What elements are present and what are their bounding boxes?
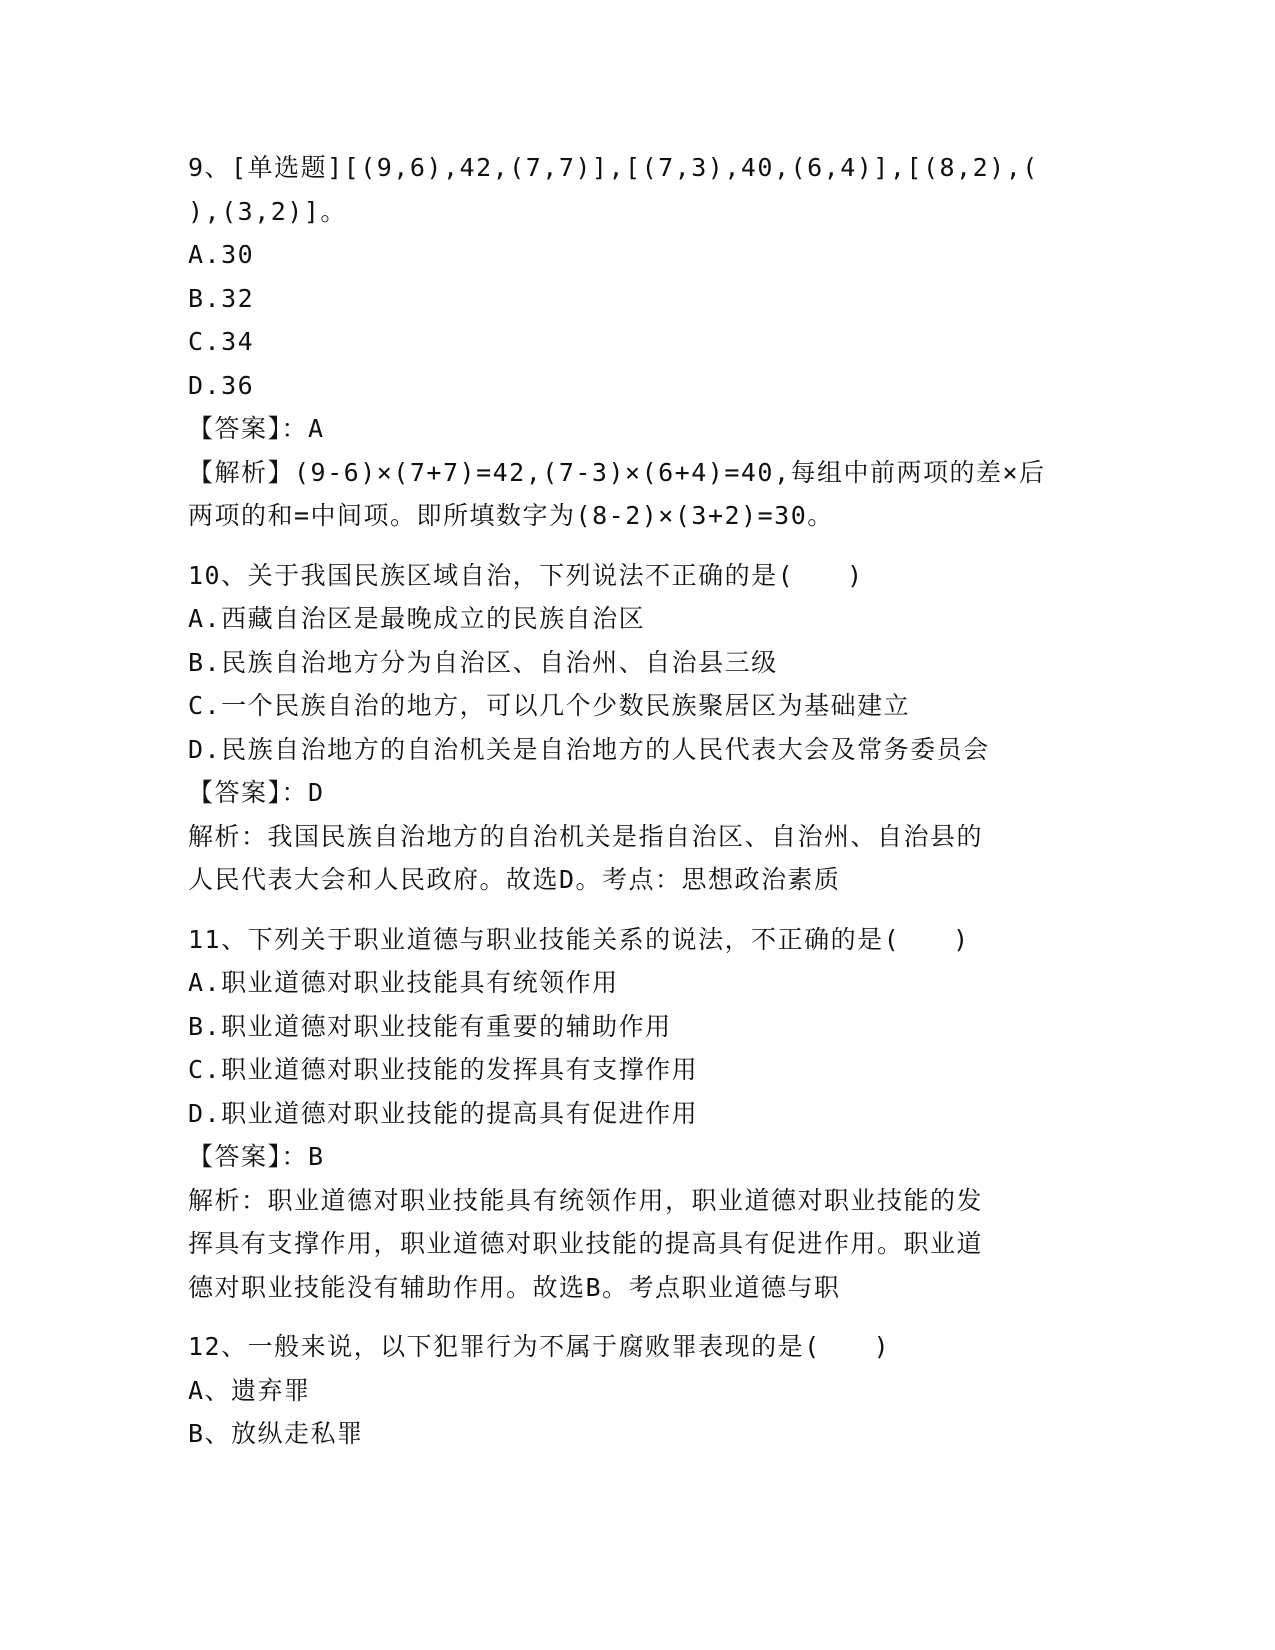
question-stem-line: 9、[单选题][(9,6),42,(7,7)],[(7,3),40,(6,4)],[(8,2),( [188, 153, 1039, 182]
question-10 [188, 554, 1068, 902]
option-a: A.西藏自治区是最晚成立的民族自治区 [188, 604, 646, 633]
question-stem-line: 12、一般来说，以下犯罪行为不属于腐败罪表现的是( ) [188, 1332, 891, 1361]
analysis-line: 【解析】(9-6)×(7+7)=42,(7-3)×(6+4)=40,每组中前两项的差×后 [188, 457, 1046, 487]
option-c: C.34 [188, 327, 255, 356]
analysis-line: 两项的和=中间项。即所填数字为(8-2)×(3+2)=30。 [188, 501, 834, 530]
option-d: D.36 [188, 370, 255, 400]
option-b: B.职业道德对职业技能有重要的辅助作用 [188, 1011, 672, 1041]
option-a: A.30 [188, 240, 255, 269]
question-stem-line: 11、下列关于职业道德与职业技能关系的说法，不正确的是( ) [188, 924, 970, 954]
question-stem-line: 10、关于我国民族区域自治，下列说法不正确的是( ) [188, 560, 864, 590]
option-b: B.民族自治地方分为自治区、自治州、自治县三级 [188, 647, 778, 677]
analysis-line: 人民代表大会和人民政府。故选D。考点：思想政治素质 [188, 865, 841, 894]
option-d: D.民族自治地方的自治机关是自治地方的人民代表大会及常务委员会 [188, 734, 990, 764]
option-a: A、遗弃罪 [188, 1375, 311, 1405]
question-spacer [188, 902, 1068, 918]
option-c: C.一个民族自治的地方，可以几个少数民族聚居区为基础建立 [188, 691, 911, 720]
option-a: A.职业道德对职业技能具有统领作用 [188, 968, 619, 997]
analysis-line: 挥具有支撑作用，职业道德对职业技能的提高具有促进作用。职业道 [188, 1229, 984, 1258]
answer-line: 【答案】：D [188, 778, 325, 807]
question-stem-line: ),(3,2)]。 [188, 196, 347, 226]
question-12 [188, 1325, 1068, 1456]
question-spacer [188, 538, 1068, 554]
question-spacer [188, 1309, 1068, 1325]
option-d: D.职业道德对职业技能的提高具有促进作用 [188, 1098, 699, 1128]
answer-line: 【答案】：A [188, 414, 325, 443]
question-9 [188, 146, 1068, 538]
option-c: C.职业道德对职业技能的发挥具有支撑作用 [188, 1055, 699, 1084]
option-b: B.32 [188, 283, 255, 313]
option-b: B、放纵走私罪 [188, 1419, 364, 1448]
analysis-line: 德对职业技能没有辅助作用。故选B。考点职业道德与职 [188, 1272, 841, 1302]
analysis-line: 解析：职业道德对职业技能具有统领作用，职业道德对职业技能的发 [188, 1185, 984, 1215]
answer-line: 【答案】：B [188, 1142, 325, 1171]
document-content [188, 146, 1068, 1456]
question-11 [188, 918, 1068, 1310]
analysis-line: 解析：我国民族自治地方的自治机关是指自治区、自治州、自治县的 [188, 821, 984, 851]
